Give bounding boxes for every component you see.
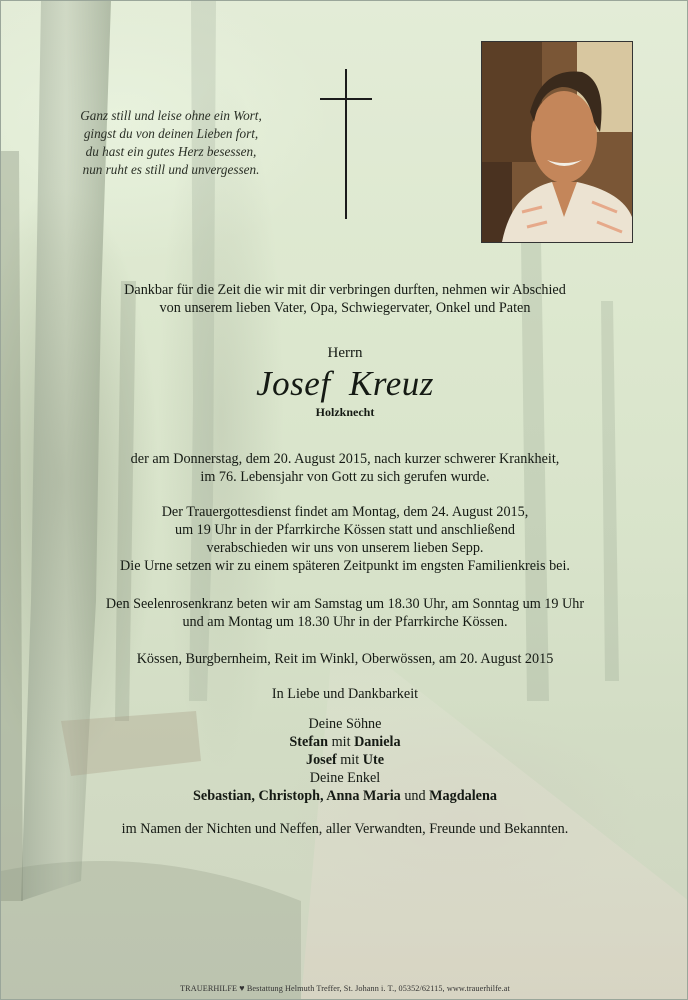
intro-text: [1, 281, 688, 317]
family-line: [1, 733, 688, 751]
closing: In Liebe und Dankbarkeit: [271, 686, 419, 702]
with-text: mit: [340, 752, 360, 768]
footer-brand: TRAUERHILFE: [180, 984, 238, 993]
family-line: [1, 787, 688, 805]
salutation: Herrn: [327, 345, 363, 361]
verse-line: gingst du von deinen Lieben fort,: [83, 126, 259, 141]
cross-icon: [320, 69, 372, 219]
footer-text: Bestattung Helmuth Treffer, St. Johann i. T., 05352/62115, www.trauerhilfe.at: [246, 984, 510, 993]
rosary-line: Den Seelenrosenkranz beten wir am Samstag um 18.30 Uhr, am Sonntag um 19 Uhr: [105, 596, 585, 612]
deceased-name: [1, 365, 688, 403]
others-line: im Namen der Nichten und Neffen, aller Verwandten, Freunde und Bekannten.: [121, 821, 569, 837]
verse-line: Ganz still und leise ohne ein Wort,: [80, 108, 262, 123]
sons-label: Deine Söhne: [308, 716, 382, 732]
funeral-info: [1, 503, 688, 575]
undergrowth: [1, 861, 301, 1000]
partner-name: Daniela: [354, 734, 401, 750]
grandchild-name: Magdalena: [429, 788, 497, 804]
last-name: Kreuz: [349, 364, 434, 403]
heart-icon: ♥: [239, 983, 245, 993]
intro-line: Dankbar für die Zeit die wir mit dir verbringen durften, nehmen wir Abschied: [124, 282, 566, 298]
first-name: Josef: [256, 364, 331, 403]
funeral-line: Der Trauergottesdienst findet am Montag, dem 24. August 2015,: [161, 504, 529, 520]
funeral-line: Die Urne setzen wir zu einem späteren Zeitpunkt im engsten Familienkreis bei.: [120, 558, 570, 574]
death-notice: [1, 450, 688, 486]
funeral-line: um 19 Uhr in der Pfarrkirche Kössen statt und anschließend: [174, 522, 516, 538]
memorial-verse: [51, 107, 291, 179]
occupation: Holzknecht: [315, 405, 375, 419]
rosary-line: und am Montag um 18.30 Uhr in der Pfarrkirche Kössen.: [182, 614, 508, 630]
son-name: Stefan: [289, 734, 329, 750]
notice-line: im 76. Lebensjahr von Gott zu sich gerufen wurde.: [200, 469, 490, 485]
grandchildren-label: Deine Enkel: [309, 770, 381, 786]
verse-line: nun ruht es still und unvergessen.: [82, 162, 260, 177]
family-list: [1, 715, 688, 805]
footer: [1, 983, 688, 993]
rosary-info: [1, 595, 688, 631]
partner-name: Ute: [362, 752, 385, 768]
son-name: Josef: [305, 752, 337, 768]
intro-line: von unserem lieben Vater, Opa, Schwiegervater, Onkel und Paten: [159, 300, 531, 316]
notice-line: der am Donnerstag, dem 20. August 2015, nach kurzer schwerer Krankheit,: [130, 451, 560, 467]
funeral-line: verabschieden wir uns von unserem lieben Sepp.: [206, 540, 484, 556]
grandchildren-names: Sebastian, Christoph, Anna Maria: [193, 788, 401, 804]
portrait-photo: [481, 41, 633, 243]
verse-line: du hast ein gutes Herz besessen,: [85, 144, 257, 159]
place-date: Kössen, Burgbernheim, Reit im Winkl, Oberwössen, am 20. August 2015: [136, 651, 554, 667]
with-text: mit: [331, 734, 351, 750]
family-line: [1, 751, 688, 769]
and-text: und: [404, 788, 426, 804]
